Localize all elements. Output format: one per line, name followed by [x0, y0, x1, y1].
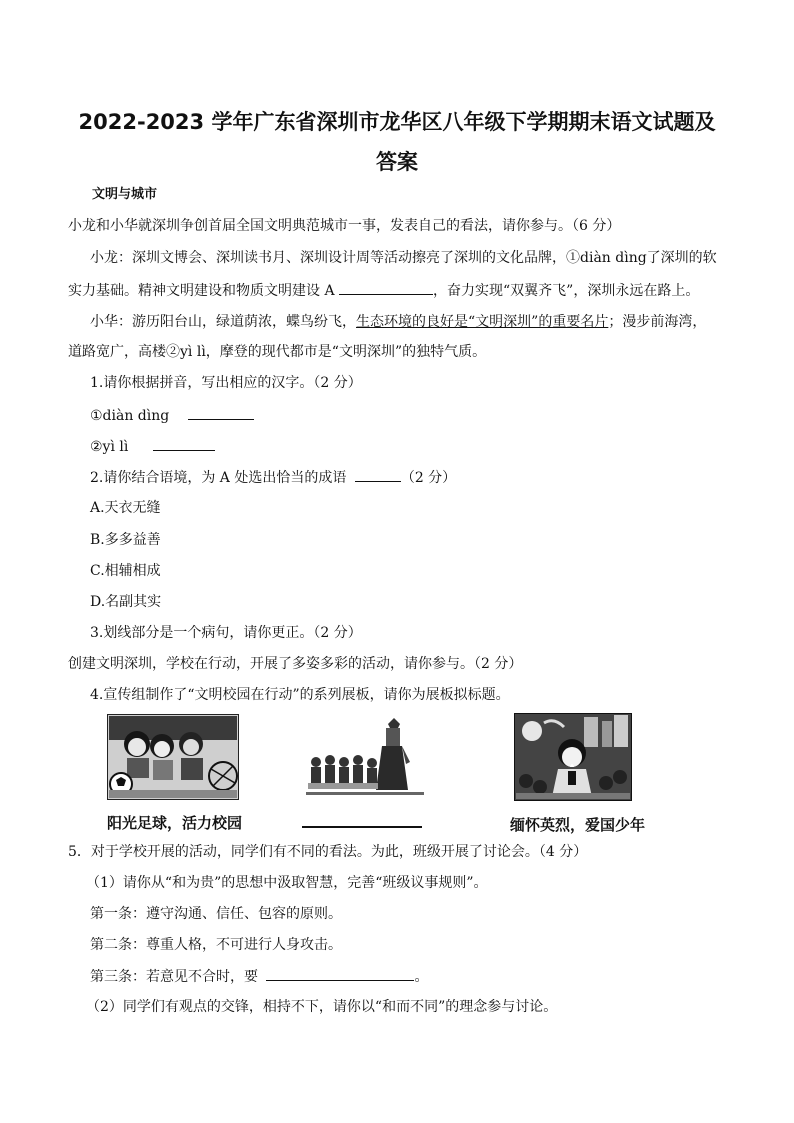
- question-5-2: （2）同学们有观点的交锋，相持不下，请你以“和而不同”的理念参与讨论。: [86, 999, 558, 1015]
- rule-2: 第二条：尊重人格，不可进行人身攻击。: [90, 937, 342, 953]
- page-title-line-1: 2022-2023 学年广东省深圳市龙华区八年级下学期期末语文试题及: [78, 110, 716, 134]
- answer-blank-rule-3[interactable]: [266, 966, 414, 981]
- rule-3: 第三条：若意见不合时，要 。: [90, 966, 428, 987]
- blank-a[interactable]: [339, 280, 433, 295]
- xiaohua-line-1: 小华：游历阳台山，绿道荫浓，蝶鸟纷飞，生态环境的良好是“文明深圳”的重要名片；漫步前海湾，: [90, 314, 707, 330]
- intro-paragraph-2: 创建文明深圳，学校在行动，开展了多姿多彩的活动，请你参与。（2 分）: [68, 656, 523, 672]
- xiaolong-line-2: 实力基础。精神文明建设和物质文明建设 A ，奋力实现“双翼齐飞”，深圳永远在路上。: [68, 280, 699, 301]
- question-4: 4.宣传组制作了“文明校园在行动”的系列展板，请你为展板拟标题。: [90, 687, 510, 703]
- answer-blank-1a[interactable]: [188, 405, 254, 420]
- question-1-b: ②yì lì: [90, 436, 215, 457]
- caption-memorial: 缅怀英烈，爱国少年: [510, 816, 646, 834]
- option-a: A.天衣无缝: [90, 500, 161, 516]
- answer-blank-2[interactable]: [355, 467, 401, 482]
- underlined-sentence: 生态环境的良好是“文明深圳”的重要名片: [356, 314, 609, 330]
- rule-1: 第一条：遵守沟通、信任、包容的原则。: [90, 906, 342, 922]
- caption-football: 阳光足球，活力校园: [107, 814, 243, 832]
- xiaohua-line-2: 道路宽广，高楼②yì lì，摩登的现代都市是“文明深圳”的独特气质。: [68, 344, 487, 360]
- question-5-1: （1）请你从“和为贵”的思想中汲取智慧，完善“班级议事规则”。: [86, 875, 488, 891]
- section-heading: 文明与城市: [92, 187, 158, 202]
- question-1-a: ①diàn dìng: [90, 405, 254, 426]
- caption-blank-line[interactable]: [302, 826, 422, 828]
- option-d: D.名副其实: [90, 594, 162, 610]
- memorial-poster-image: [306, 716, 424, 800]
- intro-paragraph: 小龙和小华就深圳争创首届全国文明典范城市一事，发表自己的看法，请你参与。（6 分）: [68, 218, 621, 234]
- question-3: 3.划线部分是一个病句，请你更正。（2 分）: [90, 625, 362, 641]
- patriotic-poster-image: [514, 713, 632, 801]
- answer-blank-1b[interactable]: [153, 436, 215, 451]
- football-poster-image: [107, 714, 239, 800]
- xiaolong-line-1: 小龙：深圳文博会、深圳读书月、深圳设计周等活动擦亮了深圳的文化品牌，①diàn dìng了深圳的软: [90, 250, 717, 266]
- option-b: B.多多益善: [90, 532, 161, 548]
- question-5: 5．对于学校开展的活动，同学们有不同的看法。为此，班级开展了讨论会。（4 分）: [68, 844, 588, 860]
- question-2: 2.请你结合语境，为 A 处选出恰当的成语 （2 分）: [90, 467, 456, 488]
- page-title-line-2: 答案: [376, 150, 418, 174]
- question-1: 1.请你根据拼音，写出相应的汉字。（2 分）: [90, 375, 362, 391]
- option-c: C.相辅相成: [90, 563, 161, 579]
